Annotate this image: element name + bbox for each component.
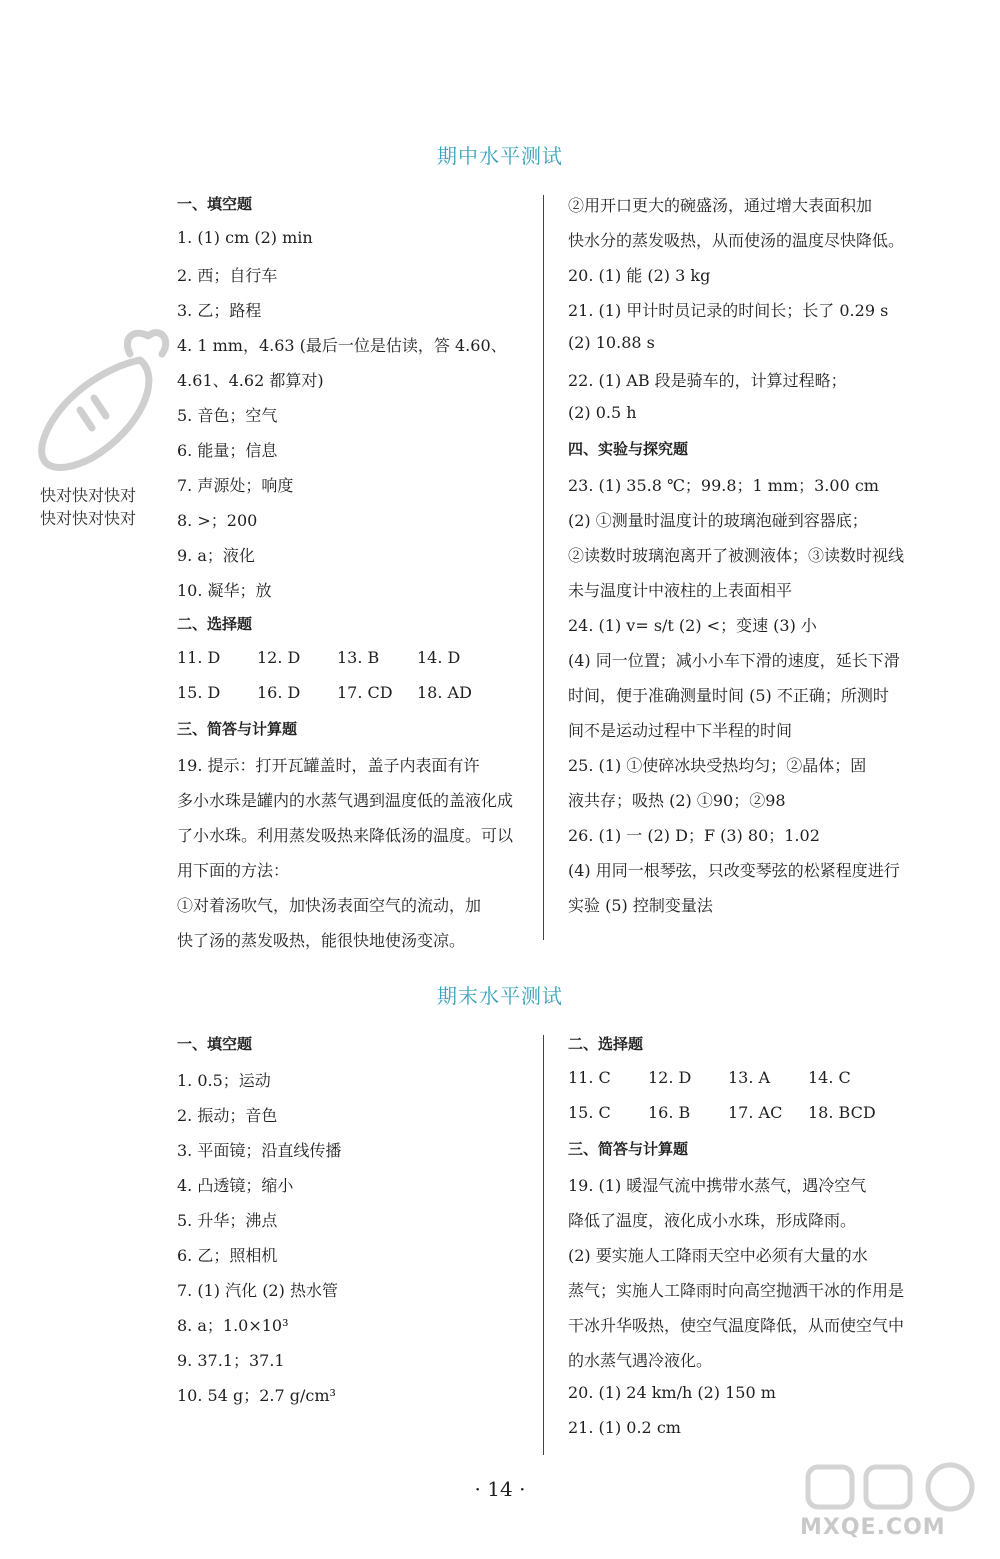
choice-answer: 16. D [257, 683, 301, 702]
section-heading: 二、选择题 [568, 1035, 644, 1053]
choice-answer: 11. D [177, 648, 221, 667]
answer-line: 3. 平面镜；沿直线传播 [177, 1141, 342, 1160]
answer-line: 间不是运动过程中下半程的时间 [568, 721, 793, 740]
choice-answer: 13. A [728, 1068, 771, 1087]
answer-line: 6. 乙；照相机 [177, 1246, 278, 1265]
answer-line: (2) 要实施人工降雨天空中必须有大量的水 [568, 1246, 868, 1265]
answer-line: 未与温度计中液柱的上表面相平 [568, 581, 793, 600]
answer-line: 8. >；200 [177, 511, 258, 530]
answer-line: 9. 37.1；37.1 [177, 1351, 285, 1370]
section-heading: 二、选择题 [177, 615, 253, 633]
answer-line: 24. (1) v= s/t (2) <；变速 (3) 小 [568, 616, 817, 635]
site-logo [800, 1455, 990, 1555]
choice-answer: 18. AD [417, 683, 472, 702]
column-divider [543, 1035, 544, 1455]
section-heading: 三、简答与计算题 [568, 1140, 689, 1158]
answer-line: 7. (1) 汽化 (2) 热水管 [177, 1281, 338, 1300]
choice-answer: 14. D [417, 648, 461, 667]
column-divider [543, 195, 544, 940]
choice-answer: 17. CD [337, 683, 393, 702]
choice-answer: 18. BCD [808, 1103, 876, 1122]
section-heading: 一、填空题 [177, 1035, 253, 1053]
answer-line: 降低了温度，液化成小水珠，形成降雨。 [568, 1211, 857, 1230]
answer-line: 干冰升华吸热，使空气温度降低，从而使空气中 [568, 1316, 905, 1335]
answer-line: 2. 振动；音色 [177, 1106, 278, 1125]
answer-line: 23. (1) 35.8 ℃；99.8；1 mm；3.00 cm [568, 476, 879, 495]
answer-line: 2. 西；自行车 [177, 266, 278, 285]
answer-line: 4. 凸透镜；缩小 [177, 1176, 294, 1195]
answer-line: ②读数时玻璃泡离开了被测液体；③读数时视线 [568, 546, 905, 565]
site-logo-text: MXQE.COM [800, 1515, 946, 1540]
answer-line: (2) 0.5 h [568, 403, 637, 422]
answer-line: 22. (1) AB 段是骑车的，计算过程略； [568, 371, 847, 390]
choice-answer-row [177, 683, 497, 702]
choice-answer: 13. B [337, 648, 380, 667]
answer-line: 9. a；液化 [177, 546, 255, 565]
section-heading: 四、实验与探究题 [568, 440, 689, 458]
midterm-title: 期中水平测试 [437, 144, 563, 168]
answer-line: 5. 音色；空气 [177, 406, 278, 425]
watermark-text: 快对快对快对 [40, 486, 137, 505]
answer-line: 10. 54 g；2.7 g/cm³ [177, 1386, 336, 1405]
answer-line: 液共存；吸热 (2) ①90；②98 [568, 791, 786, 810]
answer-line: 蒸气；实施人工降雨时向高空抛洒干冰的作用是 [568, 1281, 905, 1300]
answer-line: 10. 凝华；放 [177, 581, 272, 600]
page-number: · 14 · [474, 1477, 526, 1501]
final-title: 期末水平测试 [437, 984, 563, 1008]
answer-line: (2) ①测量时温度计的玻璃泡碰到容器底； [568, 511, 868, 530]
carrot-icon [22, 318, 172, 478]
choice-answer-row [568, 1103, 888, 1122]
answer-line: 21. (1) 甲计时员记录的时间长；长了 0.29 s [568, 301, 889, 320]
answer-line: 1. 0.5；运动 [177, 1071, 271, 1090]
section-heading: 三、简答与计算题 [177, 720, 298, 738]
answer-line: 时间，便于准确测量时间 (5) 不正确；所测时 [568, 686, 889, 705]
choice-answer-row [177, 648, 497, 667]
answer-line: 用下面的方法： [177, 861, 290, 880]
answer-line: (4) 用同一根琴弦，只改变琴弦的松紧程度进行 [568, 861, 900, 880]
choice-answer: 11. C [568, 1068, 611, 1087]
watermark-text: 快对快对快对 [40, 509, 137, 528]
choice-answer: 12. D [648, 1068, 692, 1087]
answer-line: 19. 提示：打开瓦罐盖时，盖子内表面有许 [177, 756, 480, 775]
answer-line: 25. (1) ①使碎冰块受热均匀；②晶体；固 [568, 756, 867, 775]
answer-line: 20. (1) 24 km/h (2) 150 m [568, 1383, 776, 1402]
answer-line: (2) 10.88 s [568, 333, 655, 352]
answer-line: 了小水珠。利用蒸发吸热来降低汤的温度。可以 [177, 826, 514, 845]
answer-line: 快水分的蒸发吸热，从而使汤的温度尽快降低。 [568, 231, 905, 250]
answer-line: 6. 能量；信息 [177, 441, 278, 460]
answer-line: 19. (1) 暖湿气流中携带水蒸气，遇冷空气 [568, 1176, 867, 1195]
answer-line: 多小水珠是罐内的水蒸气遇到温度低的盖液化成 [177, 791, 514, 810]
answer-line: 的水蒸气遇冷液化。 [568, 1351, 713, 1370]
choice-answer: 15. C [568, 1103, 611, 1122]
choice-answer: 16. B [648, 1103, 691, 1122]
answer-line: 21. (1) 0.2 cm [568, 1418, 681, 1437]
choice-answer: 15. D [177, 683, 221, 702]
choice-answer: 17. AC [728, 1103, 783, 1122]
choice-answer: 12. D [257, 648, 301, 667]
answer-line: 4.61、4.62 都算对) [177, 371, 324, 390]
answer-line: 26. (1) 一 (2) D；F (3) 80；1.02 [568, 826, 820, 845]
answer-line: ①对着汤吹气，加快汤表面空气的流动，加 [177, 896, 482, 915]
answer-line: 5. 升华；沸点 [177, 1211, 278, 1230]
answer-line: 实验 (5) 控制变量法 [568, 896, 713, 915]
answer-line: (4) 同一位置；减小小车下滑的速度，延长下滑 [568, 651, 900, 670]
choice-answer-row [568, 1068, 888, 1087]
answer-line: 4. 1 mm，4.63 (最后一位是估读，答 4.60、 [177, 336, 507, 355]
answer-line: 快了汤的蒸发吸热，能很快地使汤变凉。 [177, 931, 466, 950]
answer-line: ②用开口更大的碗盛汤，通过增大表面积加 [568, 196, 873, 215]
answer-line: 7. 声源处；响度 [177, 476, 294, 495]
answer-line: 1. (1) cm (2) min [177, 228, 313, 247]
answer-line: 20. (1) 能 (2) 3 kg [568, 266, 711, 285]
choice-answer: 14. C [808, 1068, 851, 1087]
section-heading: 一、填空题 [177, 195, 253, 213]
answer-line: 3. 乙；路程 [177, 301, 262, 320]
answer-line: 8. a；1.0×10³ [177, 1316, 289, 1335]
